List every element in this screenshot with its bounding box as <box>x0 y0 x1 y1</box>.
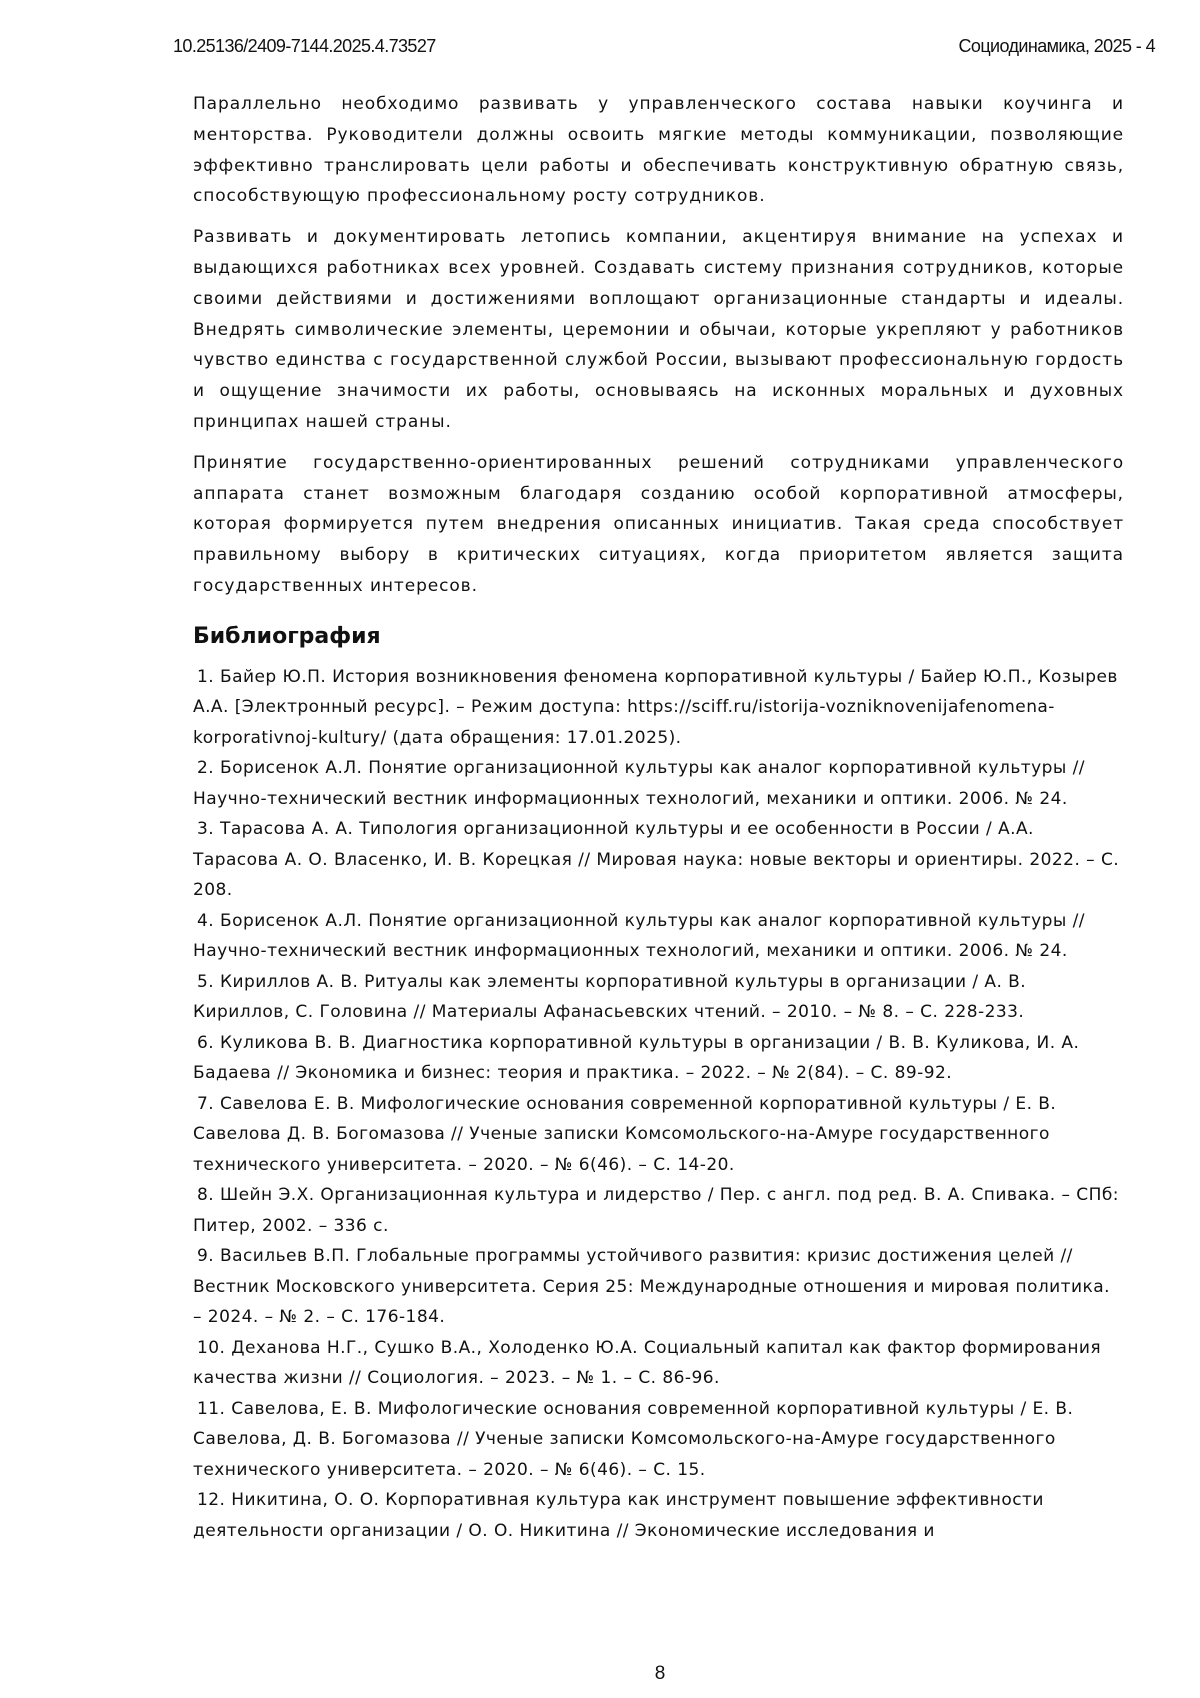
bibliography-item-text: Деханова Н.Г., Сушко В.А., Холоденко Ю.А. Социальный капитал как фактор формирования качества жизни // Социология. – 2023. – № 1. – С. 86-96. <box>193 1337 1102 1389</box>
bibliography-item-text: Савелова, Е. В. Мифологические основания современной корпоративной культуры / Е. В. Савелова, Д. В. Богомазова // Ученые записки Комсомольского-на-Амуре государственного технического университета. – 2020. – № 6(46). – С. 15. <box>193 1398 1074 1480</box>
page-number: 8 <box>654 1663 666 1684</box>
bibliography-list <box>193 662 1124 1547</box>
bibliography-item-number: 4. <box>197 910 215 931</box>
bibliography-item <box>193 1485 1124 1546</box>
bibliography-item-number: 6. <box>197 1032 215 1053</box>
body-paragraph: Принятие государственно-ориентированных решений сотрудниками управленческого аппарата станет возможным благодаря созданию особой корпоративной атмосферы, которая формируется путем внедрения описанных инициатив. Такая среда способствует правильному выбору в критических ситуациях, когда приоритетом является защита государственных интересов. <box>193 452 1124 596</box>
bibliography-item-text: Кириллов А. В. Ритуалы как элементы корпоративной культуры в организации / А. В. Кириллов, С. Головина // Материалы Афанасьевских чтений. – 2010. – № 8. – С. 228-233. <box>193 971 1027 1023</box>
bibliography-item <box>193 753 1124 814</box>
bibliography-item-number: 11. <box>197 1398 226 1419</box>
bibliography-item-number: 8. <box>197 1185 215 1206</box>
bibliography-item <box>193 967 1124 1028</box>
bibliography-item <box>193 662 1124 754</box>
bibliography-item <box>193 1241 1124 1333</box>
bibliography-item-number: 5. <box>197 971 215 992</box>
bibliography-item-text: Никитина, О. О. Корпоративная культура как инструмент повышение эффективности деятельности организации / О. О. Никитина // Экономические исследования и <box>193 1490 1044 1541</box>
page-content <box>193 89 1124 1546</box>
bibliography-heading: Библиография <box>193 623 381 649</box>
bibliography-item <box>193 1028 1124 1089</box>
doi: 10.25136/2409-7144.2025.4.73527 <box>173 36 436 56</box>
bibliography-item-text: Байер Ю.П. История возникновения феномена корпоративной культуры / Байер Ю.П., Козырев А.А. [Электронный ресурс]. – Режим доступа: https://sciff.ru/istorija-vozniknovenijafenomena-korporativnoj-kultury/ (дата обращения: 17.01.2025). <box>193 666 1118 748</box>
body-paragraph: Развивать и документировать летопись компании, акцентируя внимание на успехах и выдающихся работниках всех уровней. Создавать систему признания сотрудников, которые своими действиями и достижениями воплощают организационные стандарты и идеалы. Внедрять символические элементы, церемонии и обычаи, которые укрепляют у работников чувство единства с государственной службой России, вызывают профессиональную гордость и ощущение значимости их работы, основываясь на исконных моральных и духовных принципах нашей страны. <box>193 227 1124 432</box>
bibliography-item-number: 12. <box>197 1490 226 1511</box>
bibliography-item <box>193 1333 1124 1394</box>
bibliography-item-number: 7. <box>197 1093 215 1114</box>
bibliography-item <box>193 1394 1124 1486</box>
bibliography-item-number: 1. <box>197 666 215 687</box>
body-paragraph: Параллельно необходимо развивать у управленческого состава навыки коучинга и менторства. Руководители должны освоить мягкие методы коммуникации, позволяющие эффективно транслировать цели работы и обеспечивать конструктивную обратную связь, способствующую профессиональному росту сотрудников. <box>193 94 1124 207</box>
bibliography-item <box>193 814 1124 906</box>
bibliography-item-number: 10. <box>197 1337 226 1358</box>
running-head <box>173 36 1155 60</box>
bibliography-item-text: Борисенок А.Л. Понятие организационной культуры как аналог корпоративной культуры // Научно-технический вестник информационных технологий, механики и оптики. 2006. № 24. <box>193 758 1085 809</box>
bibliography-item-text: Борисенок А.Л. Понятие организационной культуры как аналог корпоративной культуры // Научно-технический вестник информационных технологий, механики и оптики. 2006. № 24. <box>193 910 1085 962</box>
bibliography-item-number: 2. <box>197 758 215 779</box>
bibliography-item-text: Куликова В. В. Диагностика корпоративной культуры в организации / В. В. Куликова, И. А. Бадаева // Экономика и бизнес: теория и практика. – 2022. – № 2(84). – С. 89-92. <box>193 1032 1080 1084</box>
bibliography-item-text: Тарасова А. А. Типология организационной культуры и ее особенности в России / А.А. Тарасова А. О. Власенко, И. В. Корецкая // Мировая наука: новые векторы и ориентиры. 2022. – С. 208. <box>193 819 1120 901</box>
journal-issue: Социодинамика, 2025 - 4 <box>958 36 1155 56</box>
bibliography-item <box>193 1089 1124 1181</box>
bibliography-item-text: Савелова Е. В. Мифологические основания современной корпоративной культуры / Е. В. Савелова Д. В. Богомазова // Ученые записки Комсомольского-на-Амуре государственного технического университета. – 2020. – № 6(46). – С. 14-20. <box>193 1093 1057 1175</box>
bibliography-item-number: 9. <box>197 1246 215 1267</box>
bibliography-item <box>193 906 1124 967</box>
bibliography-item-number: 3. <box>197 819 215 840</box>
bibliography-item <box>193 1180 1124 1241</box>
bibliography-item-text: Васильев В.П. Глобальные программы устойчивого развития: кризис достижения целей // Вестник Московского университета. Серия 25: Международные отношения и мировая политика. – 2024. – № 2. – С. 176-184. <box>193 1246 1110 1328</box>
bibliography-item-text: Шейн Э.Х. Организационная культура и лидерство / Пер. с англ. под ред. В. А. Спивака. – СПб: Питер, 2002. – 336 с. <box>193 1185 1119 1236</box>
